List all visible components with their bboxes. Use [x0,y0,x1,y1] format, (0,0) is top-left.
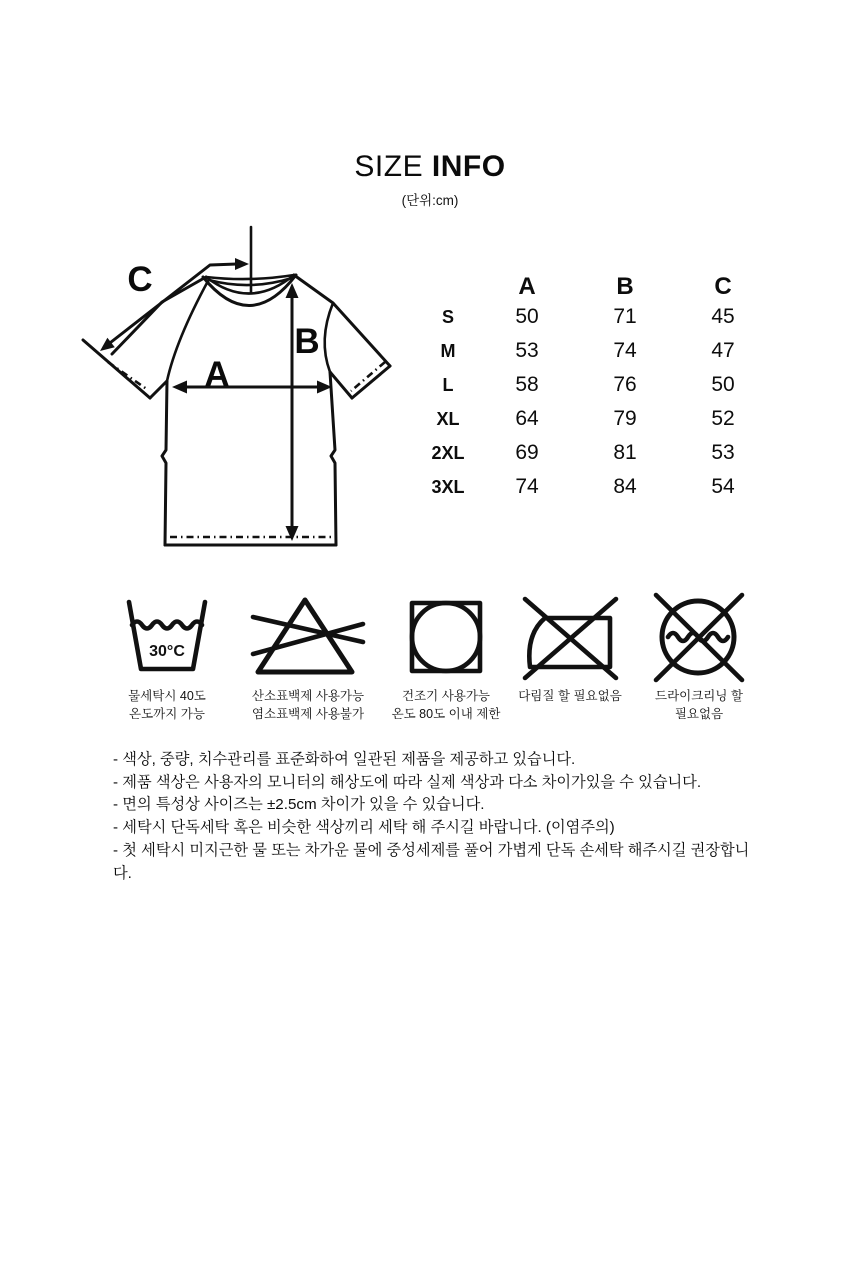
table-value: 52 [711,407,735,430]
table-value: 81 [613,441,637,464]
row-label-3xl: 3XL [431,476,465,497]
tshirt-outline [83,275,390,545]
measure-arrow-a [172,381,332,394]
wash-temp-text: 30°C [149,643,185,660]
column-header-b: B [616,273,634,300]
row-label-l: L [442,374,454,395]
table-value: 45 [711,305,735,328]
wash-tub-30c-icon [122,598,212,678]
no-iron-icon [520,594,620,682]
care-label-line: 온도까지 가능 [129,706,205,721]
table-value: 53 [711,441,735,464]
label-b: B [294,322,320,361]
care-label-line: 필요없음 [674,706,724,721]
row-label-m: M [440,340,456,361]
collar [203,275,296,306]
table-value: 74 [515,475,539,498]
table-value: 47 [711,339,735,362]
table-value: 71 [613,305,637,328]
table-value: 69 [515,441,539,464]
right-cuff-stitch-line [351,362,385,391]
row-label-2xl: 2XL [431,442,465,463]
note-line: - 제품 색상은 사용자의 모니터의 해상도에 따라 실제 색상과 다소 차이가있을 수 있습니다. [113,773,702,791]
care-label-line: 온도 80도 이내 제한 [391,706,501,721]
measure-arrow-c [100,258,249,351]
care-label-line: 염소표백제 사용불가 [251,706,365,721]
tshirt-measurement-diagram [78,218,400,563]
care-label-line: 산소표백제 사용가능 [251,689,365,703]
table-value: 53 [515,339,539,362]
table-value: 76 [613,373,637,396]
column-header-c: C [714,273,732,300]
tumble-dry-square-circle-icon [408,599,484,675]
table-value: 84 [613,475,637,498]
note-line: - 세탁시 단독세탁 혹은 비슷한 색상끼리 세탁 해 주시길 바랍니다. (이염주의) [113,819,615,837]
title-word-size: SIZE [354,150,432,183]
row-label-xl: XL [436,408,460,429]
note-line: - 색상, 중량, 치수관리를 표준화하여 일관된 제품을 제공하고 있습니다. [113,751,576,768]
table-value: 79 [613,407,637,430]
care-label-line: 다림질 할 필요없음 [518,689,622,703]
note-line: - 면의 특성상 사이즈는 ±2.5cm 차이가 있을 수 있습니다. [113,796,485,814]
row-label-s: S [441,306,454,327]
care-label-line: 건조기 사용가능 [402,689,490,703]
table-value: 50 [515,305,539,328]
table-value: 74 [613,339,637,362]
size-table [412,266,766,504]
product-notes [113,749,763,885]
table-value: 58 [515,373,539,396]
table-value: 54 [711,475,735,498]
note-line: - 첫 세탁시 미지근한 물 또는 차가운 물에 중성세제를 풀어 가볍게 단독 손세탁 해주시길 권장합니다. [113,841,750,882]
care-label-line: 드라이크리닝 할 [655,689,743,703]
unit-note: (단위:cm) [401,193,459,208]
no-dry-clean-icon [650,590,748,684]
care-label-line: 물세탁시 40도 [128,689,206,703]
table-value: 64 [515,407,539,430]
column-header-a: A [518,273,536,300]
label-c: C [127,260,153,299]
bleach-triangle-crossed-icon [248,592,368,682]
care-label-dryclean [609,688,789,723]
table-value: 50 [711,373,735,396]
label-a: A [204,355,230,394]
title-word-info: INFO [431,150,506,183]
page-title [0,150,860,184]
